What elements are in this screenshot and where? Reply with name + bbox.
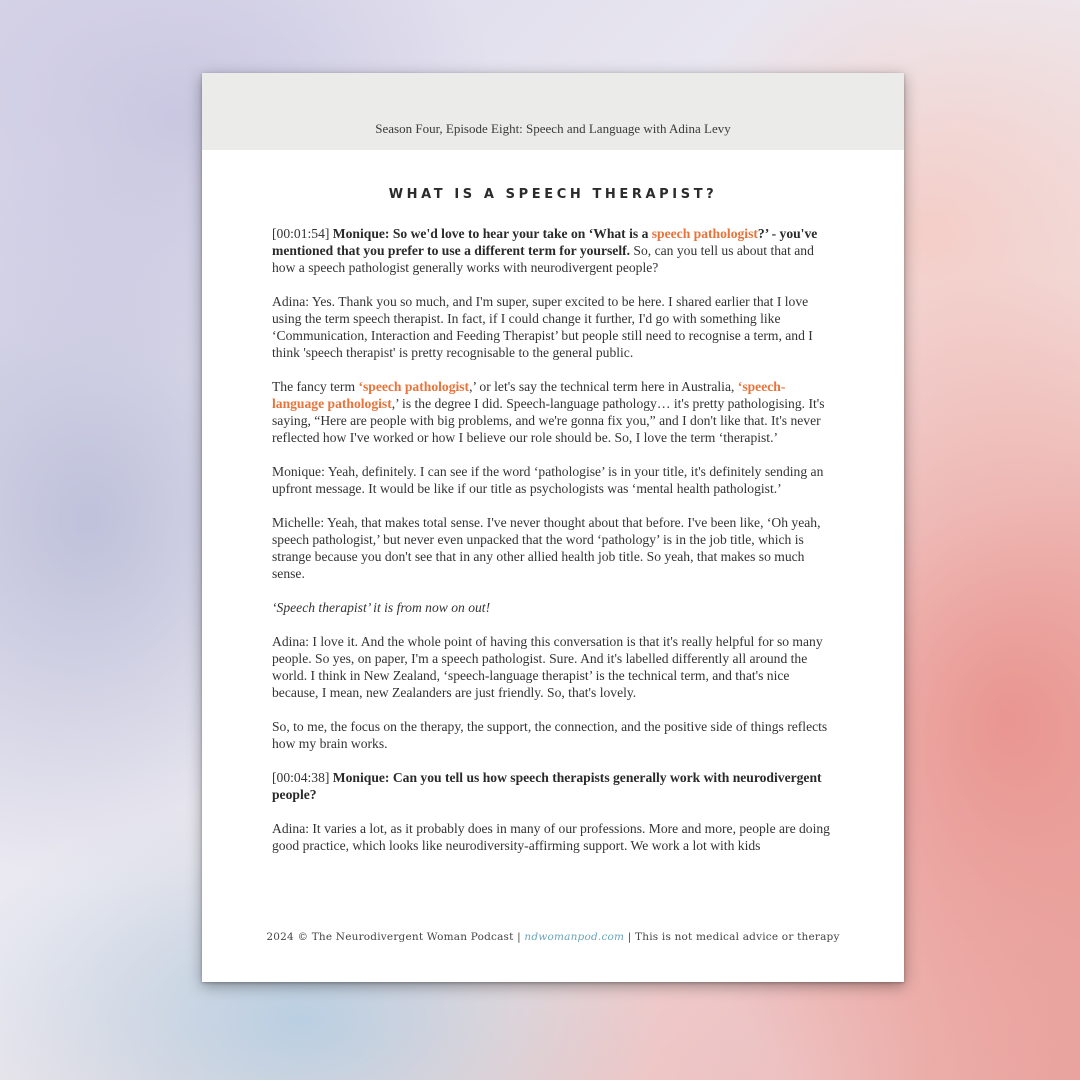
paragraph-10: Adina: It varies a lot, as it probably does in many of our professions. More and more, people are doing good practice, which looks like neurodiversity-affirming support. We work a lot with kids — [272, 821, 830, 853]
paragraph-1: [00:01:54] Monique: So we'd love to hear your take on ‘What is a speech pathologist?’ - you've mentioned that you prefer to use a different term for yourself. So, can you tell us about that and how a speech pathologist generally works with neurodivergent people? — [272, 226, 818, 275]
website-link[interactable]: ndwomanpod.com — [524, 931, 625, 943]
copyright: 2024 © The Neurodivergent Woman Podcast | — [266, 931, 525, 943]
section-heading: WHAT IS A SPEECH THERAPIST? — [388, 187, 718, 202]
page-footer — [202, 931, 904, 943]
page-header — [202, 73, 904, 150]
paragraph-6 — [272, 599, 836, 616]
italic-aside: ‘Speech therapist’ it is from now on out! — [272, 600, 491, 615]
paragraph-4: Monique: Yeah, definitely. I can see if the word ‘pathologise’ is in your title, it's definitely sending an upfront message. It would be like if our title as psychologists was ‘mental health pathologist.’ — [272, 464, 824, 496]
paragraph-7: Adina: I love it. And the whole point of having this conversation is that it's really helpful for so many people. So yes, on paper, I'm a speech pathologist. Sure. And it's labelled differently all around the world. I think in New Zealand, ‘speech-language therapist’ is the technical term, and that's nice because, I mean, new Zealanders are just friendly. So, that's lovely. — [272, 634, 823, 700]
paragraph-8: So, to me, the focus on the therapy, the support, the connection, and the positive side of things reflects how my brain works. — [272, 719, 828, 751]
transcript-page — [202, 73, 904, 982]
highlight-term: ‘speech-language pathologist — [272, 379, 786, 411]
highlight-term: speech pathologist — [651, 226, 758, 241]
paragraph-3: The fancy term ‘speech pathologist,’ or let's say the technical term here in Australia, ‘speech-language pathologist,’ is the degree I did. Speech-language pathology… it's pretty pathologising. It's saying, “Here are people with big problems, and we're gonna fix you,” and I don't like that. It's never reflected how I've worked or how I believe our role should be. So, I love the term ‘therapist.’ — [272, 379, 825, 445]
highlight-term: ‘speech pathologist — [358, 379, 470, 394]
disclaimer: | This is not medical advice or therapy — [624, 931, 840, 943]
paragraph-9 — [272, 769, 836, 803]
paragraph-2: Adina: Yes. Thank you so much, and I'm super, super excited to be here. I shared earlier that I love using the term speech therapist. In fact, if I could change it further, I'd go with something like ‘Communication, Interaction and Feeding Therapist’ but people still need to recognise a term, and I think 'speech therapist' is pretty recognisable to the general public. — [272, 294, 813, 360]
episode-title: Season Four, Episode Eight: Speech and Language with Adina Levy — [375, 121, 731, 136]
paragraph-5: Michelle: Yeah, that makes total sense. I've never thought about that before. I've been like, ‘Oh yeah, speech pathologist,’ but never even unpacked that the word ‘pathology’ is in the job title, which is strange because you don't see that in any other allied health job title. So yeah, that makes so much sense. — [272, 515, 821, 581]
question: Monique: Can you tell us how speech therapists generally work with neurodivergent people? — [272, 770, 822, 802]
question: Monique: So we'd love to hear your take on ‘What is a speech pathologist?’ - you've mentioned that you prefer to use a different term for yourself. — [272, 226, 818, 258]
transcript-body — [272, 225, 836, 871]
timestamp: [00:04:38] — [272, 770, 333, 785]
timestamp: [00:01:54] — [272, 226, 333, 241]
